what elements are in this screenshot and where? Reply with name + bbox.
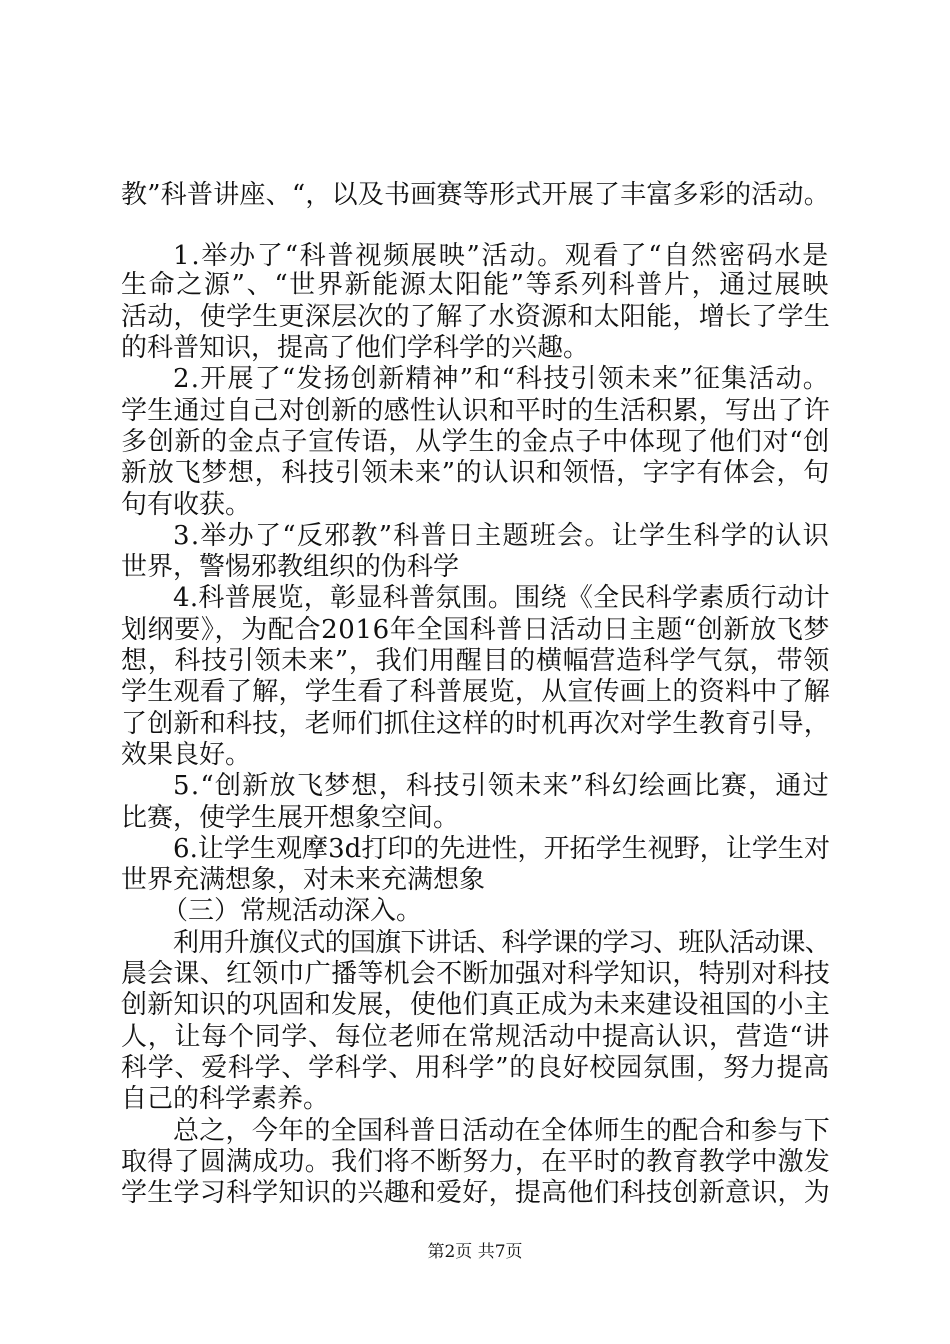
text-line: 2.开展了“发扬创新精神”和“科技引领未来”征集活动。 (173, 364, 830, 394)
text-line: 总之，今年的全国科普日活动在全体师生的配合和参与下 (173, 1116, 830, 1146)
text-line: 晨会课、红领巾广播等机会不断加强对科学知识，特别对科技 (121, 959, 830, 989)
text-line: 教”科普讲座、“，以及书画赛等形式开展了丰富多彩的活动。 (121, 180, 830, 210)
text-line: 取得了圆满成功。我们将不断努力，在平时的教育教学中激发 (121, 1147, 830, 1177)
text-line: 新放飞梦想，科技引领未来”的认识和领悟，字字有体会，句 (121, 458, 830, 488)
text-line: 利用升旗仪式的国旗下讲话、科学课的学习、班队活动课、 (173, 928, 830, 958)
text-line: 学生观看了解，学生看了科普展览，从宣传画上的资料中了解 (121, 677, 830, 707)
text-line: 4.科普展览，彰显科普氛围。围绕《全民科学素质行动计 (173, 583, 830, 613)
text-line: 科学、爱科学、学科学、用科学”的良好校园氛围，努力提高 (121, 1053, 830, 1083)
text-line: 学生通过自己对创新的感性认识和平时的生活积累，写出了许 (121, 396, 830, 426)
text-line: 句有收获。 (121, 490, 252, 520)
text-line: 生命之源”、“世界新能源太阳能”等系列科普片，通过展映 (121, 270, 830, 300)
text-line: 5.“创新放飞梦想，科技引领未来”科幻绘画比赛，通过 (173, 771, 830, 801)
text-line: 创新知识的巩固和发展，使他们真正成为未来建设祖国的小主 (121, 990, 830, 1020)
text-line: 3.举办了“反邪教”科普日主题班会。让学生科学的认识 (173, 521, 830, 551)
page-number-footer: 第2页 共7页 (427, 1242, 523, 1262)
text-line: 活动，使学生更深层次的了解了水资源和太阳能，增长了学生 (121, 302, 830, 332)
text-line: 学生学习科学知识的兴趣和爱好，提高他们科技创新意识，为 (121, 1178, 830, 1208)
section-heading: （三）常规活动深入。 (162, 896, 423, 926)
text-line: 世界充满想象，对未来充满想象 (121, 865, 486, 895)
text-line: 人，让每个同学、每位老师在常规活动中提高认识，营造“讲 (121, 1022, 830, 1052)
text-line: 了创新和科技，老师们抓住这样的时机再次对学生教育引导， (121, 709, 830, 739)
text-line: 划纲要》，为配合2016年全国科普日活动日主题“创新放飞梦 (121, 615, 830, 645)
text-line: 6.让学生观摩3d打印的先进性，开拓学生视野，让学生对 (173, 834, 830, 864)
text-line: 多创新的金点子宣传语，从学生的金点子中体现了他们对“创 (121, 427, 830, 457)
text-line: 1.举办了“科普视频展映”活动。观看了“自然密码水是 (173, 241, 830, 271)
text-line: 的科普知识，提高了他们学科学的兴趣。 (121, 333, 590, 363)
text-line: 自己的科学素养。 (121, 1084, 330, 1114)
text-line: 世界，警惕邪教组织的伪科学 (121, 552, 460, 582)
text-line: 比赛，使学生展开想象空间。 (121, 803, 460, 833)
text-line: 想，科技引领未来”，我们用醒目的横幅营造科学气氛，带领 (121, 646, 830, 676)
text-line: 效果良好。 (121, 740, 252, 770)
